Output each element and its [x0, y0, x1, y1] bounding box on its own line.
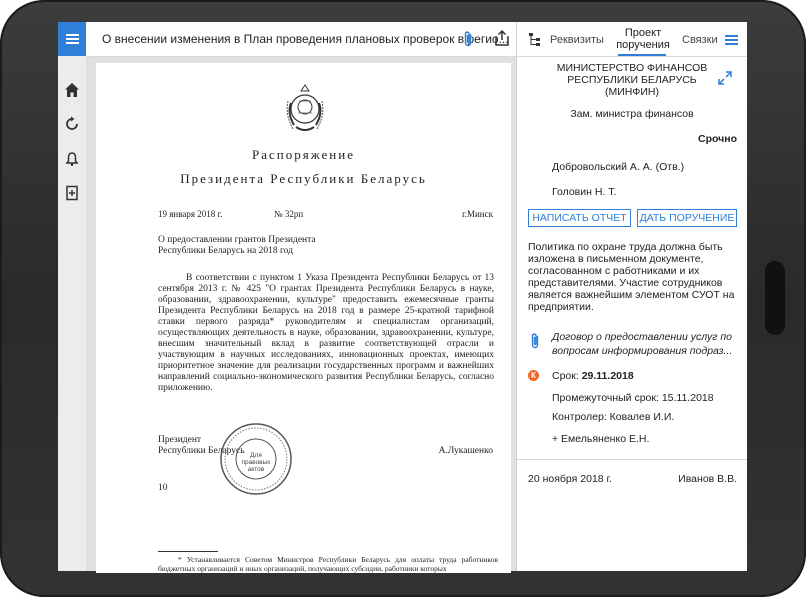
official-stamp — [218, 421, 294, 502]
panel-menu-icon[interactable] — [725, 33, 738, 47]
controller — [552, 411, 674, 423]
refresh-icon[interactable] — [58, 112, 86, 136]
panel-divider — [517, 459, 747, 460]
org-line3: (МИНФИН) — [605, 86, 659, 98]
tab-requisites[interactable]: Реквизиты — [550, 34, 604, 46]
deadline — [552, 370, 634, 382]
tab-project-line2: поручения — [616, 39, 670, 51]
home-icon[interactable] — [58, 78, 86, 102]
panel-tabs — [517, 22, 747, 57]
expand-icon[interactable] — [717, 70, 733, 91]
interim-deadline: Промежуточный срок: 15.11.2018 — [552, 392, 714, 404]
document-heading: Распоряжение — [252, 147, 355, 162]
attachment-icon — [529, 332, 541, 355]
active-tab-indicator — [618, 54, 666, 56]
document-subheading: Президента Республики Беларусь — [180, 171, 427, 186]
org-line1: МИНИСТЕРСТВО ФИНАНСОВ — [556, 62, 708, 74]
controller-name: Ковалев И.И. — [609, 411, 675, 423]
signer-name: А.Лукашенко — [438, 446, 493, 456]
signer-title-line1: Президент — [158, 435, 202, 445]
stamp-text-line2: правовых — [241, 459, 271, 466]
tree-structure-icon[interactable] — [528, 32, 542, 51]
state-emblem — [282, 83, 328, 140]
app-screen — [58, 22, 746, 571]
page-number: 10 — [158, 483, 168, 493]
document-title: О внесении изменения в План проведения плановых проверок в регио... — [102, 32, 509, 46]
footnote: * Устанавливается Советом Министров Республики Беларусь для оплаты труда работников бюджетных организаций и иных организаций, получающих субсидии, работники которых — [158, 555, 498, 573]
document-number: № 32рп — [274, 209, 304, 219]
add-document-icon[interactable] — [58, 181, 86, 205]
tab-project-order[interactable] — [613, 27, 673, 51]
attachment-link[interactable]: Договор о предоставлении услуг по вопросам информирования подраз... — [552, 331, 733, 357]
footnote-divider — [158, 551, 218, 552]
tab-project-line1: Проект — [624, 27, 662, 39]
tablet-home-button[interactable] — [765, 261, 785, 335]
main-menu-button[interactable] — [58, 22, 86, 56]
document-date: 19 января 2018 г. — [158, 209, 223, 219]
signer-title-line2: Республики Беларусь — [158, 446, 245, 456]
urgency-label: Срочно — [697, 133, 737, 145]
stamp-text-line1: Для — [250, 452, 262, 459]
deadline-value: 29.11.2018 — [581, 370, 634, 382]
paperclip-icon[interactable] — [462, 30, 474, 53]
document-body: В соответствии с пунктом 1 Указа Президента Республики Беларусь от 13 сентября 2013 г. № 425 "О грантах Президента Республики Беларусь в науке, образовании, здравоохранении, культуре" предоставить ежемесячные гранты Президента Республики Беларусь на 2018 год в размере 25-кратной тарифной ставки первого разряда* руководителям и специалистам организаций, осуществляющих деятельность в науке, образовании, здравоохранении, культуре, внесшим значительный вклад в развитие соответствующей отрасли и участвующим в научных исследованиях, инновационных проектах, имеющих приоритетное значение для реализации государственных программ и важнейших направлений социально-экономического развития Республики Беларусь, согласно приложению. — [158, 273, 494, 393]
share-icon[interactable] — [494, 29, 510, 52]
controller-prefix: Контролер: — [552, 411, 610, 423]
document-viewer[interactable] — [86, 57, 516, 571]
additional-controller: + Емельяненко Е.Н. — [552, 433, 650, 445]
stamp-text-line3: актов — [247, 466, 265, 473]
control-badge: К — [528, 370, 539, 381]
signer-position: Зам. министра финансов — [570, 108, 694, 120]
left-rail — [58, 22, 87, 571]
tab-links[interactable]: Связки — [682, 34, 718, 46]
executor-primary: Добровольский А. А. (Отв.) — [552, 161, 685, 173]
details-panel — [516, 22, 747, 571]
executor-secondary: Головин Н. Т. — [552, 186, 617, 198]
hamburger-icon — [66, 32, 79, 46]
write-report-button[interactable]: НАПИСАТЬ ОТЧЕТ — [528, 209, 631, 227]
give-order-button[interactable]: ДАТЬ ПОРУЧЕНИЕ — [637, 209, 737, 227]
document-page — [96, 63, 511, 573]
document-title-bar — [86, 22, 516, 57]
org-line2: РЕСПУБЛИКИ БЕЛАРУСЬ — [567, 74, 697, 86]
document-subject: О предоставлении грантов Президента Республики Беларусь на 2018 год — [158, 235, 316, 256]
organization-name — [517, 62, 747, 98]
deadline-prefix: Срок: — [552, 370, 582, 382]
footer-author: Иванов В.В. — [678, 473, 737, 485]
bell-icon[interactable] — [58, 147, 86, 171]
footer-date: 20 ноября 2018 г. — [528, 473, 612, 485]
document-city: г.Минск — [462, 209, 493, 219]
order-text: Политика по охране труда должна быть изложена в письменном документе, согласованном с работниками и их представителями. Участие сотрудников является важнейшим элементом СУОТ на предприятии. — [528, 241, 735, 313]
